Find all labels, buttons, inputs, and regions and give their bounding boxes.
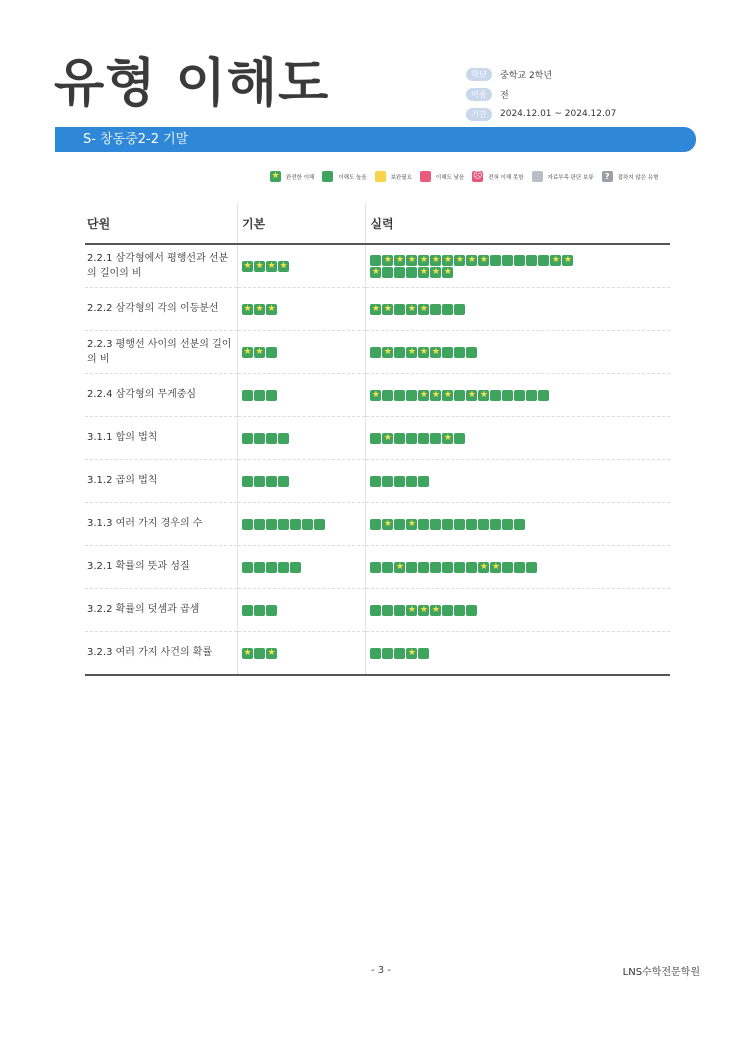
basic-boxes (242, 390, 365, 401)
full-understanding-box (490, 562, 501, 573)
full-understanding-box (418, 267, 429, 278)
legend-label: 이해도 높음 (338, 174, 367, 181)
basic-boxes (242, 562, 365, 573)
high-understanding-box (442, 562, 453, 573)
high-understanding-box (454, 347, 465, 358)
full-understanding-box (442, 267, 453, 278)
high-understanding-box (442, 519, 453, 530)
high-understanding-box (254, 605, 265, 616)
full-understanding-box (466, 255, 477, 266)
high-understanding-box (394, 267, 405, 278)
high-understanding-box (370, 605, 381, 616)
table-row (85, 589, 670, 632)
exam-banner: S- 창동중2-2 기말 (55, 127, 696, 152)
high-understanding-box (278, 519, 289, 530)
basic-cell (238, 288, 366, 331)
legend (270, 171, 666, 182)
info-row-period (466, 104, 616, 124)
high-understanding-box (418, 519, 429, 530)
skill-boxes (370, 390, 574, 401)
high-understanding-box (454, 519, 465, 530)
academy-name: LNS수학전문학원 (622, 967, 700, 978)
page-number: - 3 - (371, 965, 391, 976)
skill-cell (366, 546, 670, 589)
full-understanding-box (266, 261, 277, 272)
full-understanding-box (418, 347, 429, 358)
full-understanding-box (370, 390, 381, 401)
full-understanding-box (406, 605, 417, 616)
high-understanding-box (266, 433, 277, 444)
high-understanding-box (370, 433, 381, 444)
legend-swatch (322, 171, 333, 182)
full-understanding-box (382, 255, 393, 266)
full-understanding-box (254, 304, 265, 315)
full-understanding-box (442, 255, 453, 266)
high-understanding-box (406, 267, 417, 278)
high-understanding-box (254, 648, 265, 659)
full-understanding-box (418, 390, 429, 401)
high-understanding-box (538, 255, 549, 266)
unit-name: 3.2.1 확률의 뜻과 성질 (85, 546, 238, 589)
high-understanding-box (430, 433, 441, 444)
high-understanding-box (394, 648, 405, 659)
skill-cell (366, 589, 670, 632)
info-key-period: 기간 (466, 108, 492, 121)
table-row (85, 546, 670, 589)
high-understanding-box (526, 562, 537, 573)
high-understanding-box (454, 605, 465, 616)
skill-boxes (370, 648, 574, 659)
unit-name: 3.2.3 여러 가지 사건의 확률 (85, 632, 238, 676)
legend-item (375, 171, 412, 182)
star-icon (270, 171, 281, 182)
high-understanding-box (490, 519, 501, 530)
full-understanding-box (430, 390, 441, 401)
full-understanding-box (382, 433, 393, 444)
high-understanding-box (418, 648, 429, 659)
full-understanding-box (442, 433, 453, 444)
high-understanding-box (394, 476, 405, 487)
skill-cell (366, 632, 670, 676)
table-row (85, 374, 670, 417)
table-row (85, 460, 670, 503)
high-understanding-box (418, 433, 429, 444)
basic-cell (238, 632, 366, 676)
full-understanding-box (382, 347, 393, 358)
legend-label: 완전한 이해 (286, 174, 315, 181)
full-understanding-box (406, 519, 417, 530)
basic-boxes (242, 261, 365, 272)
basic-boxes (242, 648, 365, 659)
page-title: 유형 이해도 (54, 54, 330, 114)
full-understanding-box (266, 304, 277, 315)
high-understanding-box (266, 476, 277, 487)
skill-boxes (370, 433, 574, 444)
legend-item (532, 171, 594, 182)
high-understanding-box (266, 390, 277, 401)
full-understanding-box (370, 267, 381, 278)
high-understanding-box (242, 519, 253, 530)
basic-cell (238, 331, 366, 374)
unit-name: 2.2.2 삼각형의 각의 이등분선 (85, 288, 238, 331)
full-understanding-box (430, 255, 441, 266)
high-understanding-box (478, 519, 489, 530)
skill-boxes (370, 255, 574, 278)
header-unit: 단원 (85, 203, 238, 244)
full-understanding-box (418, 304, 429, 315)
basic-boxes (242, 347, 365, 358)
full-understanding-box (418, 605, 429, 616)
full-understanding-box (442, 390, 453, 401)
legend-item (472, 171, 523, 182)
high-understanding-box (382, 267, 393, 278)
info-row-name (466, 84, 616, 104)
skill-boxes (370, 605, 574, 616)
high-understanding-box (406, 433, 417, 444)
full-understanding-box (394, 255, 405, 266)
high-understanding-box (394, 605, 405, 616)
skill-cell (366, 374, 670, 417)
high-understanding-box (406, 562, 417, 573)
high-understanding-box (242, 605, 253, 616)
basic-cell (238, 374, 366, 417)
legend-swatch (532, 171, 543, 182)
basic-cell (238, 460, 366, 503)
legend-label: 자료부족 판단 보류 (547, 174, 594, 181)
high-understanding-box (490, 390, 501, 401)
basic-boxes (242, 519, 365, 530)
high-understanding-box (442, 304, 453, 315)
full-understanding-box (478, 562, 489, 573)
high-understanding-box (382, 605, 393, 616)
high-understanding-box (502, 390, 513, 401)
full-understanding-box (406, 255, 417, 266)
high-understanding-box (278, 562, 289, 573)
high-understanding-box (290, 562, 301, 573)
info-key-grade: 학년 (466, 68, 492, 81)
full-understanding-box (242, 261, 253, 272)
unit-name: 3.2.2 확률의 덧셈과 곱셈 (85, 589, 238, 632)
unit-name: 3.1.1 합의 법칙 (85, 417, 238, 460)
full-understanding-box (406, 648, 417, 659)
info-row-grade (466, 64, 616, 84)
high-understanding-box (394, 519, 405, 530)
full-understanding-box (242, 648, 253, 659)
legend-label: 접하지 않은 유형 (617, 174, 659, 181)
high-understanding-box (370, 648, 381, 659)
full-understanding-box (266, 648, 277, 659)
high-understanding-box (430, 562, 441, 573)
header-skill: 실력 (366, 203, 670, 244)
skill-cell (366, 417, 670, 460)
table-row (85, 503, 670, 546)
basic-cell (238, 503, 366, 546)
high-understanding-box (382, 562, 393, 573)
high-understanding-box (370, 255, 381, 266)
skill-boxes (370, 304, 574, 315)
high-understanding-box (266, 605, 277, 616)
skill-cell (366, 460, 670, 503)
skill-cell (366, 503, 670, 546)
high-understanding-box (242, 390, 253, 401)
high-understanding-box (370, 519, 381, 530)
high-understanding-box (430, 519, 441, 530)
high-understanding-box (466, 605, 477, 616)
basic-boxes (242, 304, 365, 315)
skill-boxes (370, 476, 574, 487)
table-row (85, 244, 670, 288)
full-understanding-box (382, 304, 393, 315)
sad-face-icon (472, 171, 483, 182)
full-understanding-box (370, 304, 381, 315)
legend-swatch (375, 171, 386, 182)
high-understanding-box (370, 347, 381, 358)
full-understanding-box (406, 347, 417, 358)
full-understanding-box (394, 562, 405, 573)
high-understanding-box (502, 255, 513, 266)
high-understanding-box (254, 519, 265, 530)
skill-cell (366, 331, 670, 374)
table-row (85, 632, 670, 676)
basic-cell (238, 589, 366, 632)
basic-boxes (242, 433, 365, 444)
high-understanding-box (454, 433, 465, 444)
full-understanding-box (242, 304, 253, 315)
high-understanding-box (242, 476, 253, 487)
header-basic: 기본 (238, 203, 366, 244)
high-understanding-box (502, 562, 513, 573)
high-understanding-box (442, 605, 453, 616)
basic-cell (238, 417, 366, 460)
table-row (85, 331, 670, 374)
high-understanding-box (454, 390, 465, 401)
high-understanding-box (254, 562, 265, 573)
unit-name: 3.1.2 곱의 법칙 (85, 460, 238, 503)
high-understanding-box (302, 519, 313, 530)
full-understanding-box (430, 347, 441, 358)
full-understanding-box (430, 267, 441, 278)
unit-name: 3.1.3 여러 가지 경우의 수 (85, 503, 238, 546)
question-icon (602, 171, 613, 182)
skill-cell (366, 288, 670, 331)
high-understanding-box (266, 519, 277, 530)
high-understanding-box (526, 390, 537, 401)
high-understanding-box (266, 347, 277, 358)
legend-item (420, 171, 464, 182)
unit-name: 2.2.3 평행선 사이의 선분의 길이의 비 (85, 331, 238, 374)
full-understanding-box (550, 255, 561, 266)
legend-label: 이해도 낮음 (435, 174, 465, 181)
full-understanding-box (478, 390, 489, 401)
info-key-name: 이름 (466, 88, 492, 101)
full-understanding-box (382, 519, 393, 530)
high-understanding-box (370, 476, 381, 487)
high-understanding-box (382, 648, 393, 659)
high-understanding-box (466, 519, 477, 530)
high-understanding-box (254, 476, 265, 487)
high-understanding-box (442, 347, 453, 358)
high-understanding-box (490, 255, 501, 266)
high-understanding-box (502, 519, 513, 530)
high-understanding-box (254, 433, 265, 444)
legend-item (602, 171, 659, 182)
high-understanding-box (254, 390, 265, 401)
student-info (466, 64, 616, 124)
high-understanding-box (266, 562, 277, 573)
high-understanding-box (242, 562, 253, 573)
high-understanding-box (394, 390, 405, 401)
info-value-grade: 중학교 2학년 (500, 70, 553, 81)
high-understanding-box (514, 519, 525, 530)
high-understanding-box (370, 562, 381, 573)
high-understanding-box (466, 347, 477, 358)
high-understanding-box (406, 476, 417, 487)
unit-name: 2.2.4 삼각형의 무게중심 (85, 374, 238, 417)
full-understanding-box (254, 347, 265, 358)
info-value-period: 2024.12.01 ~ 2024.12.07 (500, 109, 617, 119)
skill-boxes (370, 562, 574, 573)
high-understanding-box (382, 476, 393, 487)
high-understanding-box (278, 476, 289, 487)
high-understanding-box (382, 390, 393, 401)
high-understanding-box (406, 390, 417, 401)
high-understanding-box (514, 255, 525, 266)
full-understanding-box (562, 255, 573, 266)
full-understanding-box (478, 255, 489, 266)
high-understanding-box (538, 390, 549, 401)
high-understanding-box (514, 562, 525, 573)
legend-label: 보완필요 (390, 174, 412, 181)
high-understanding-box (454, 304, 465, 315)
high-understanding-box (514, 390, 525, 401)
high-understanding-box (454, 562, 465, 573)
table-row (85, 417, 670, 460)
legend-swatch (420, 171, 431, 182)
legend-label: 전혀 이해 못함 (488, 174, 524, 181)
full-understanding-box (406, 304, 417, 315)
skill-boxes (370, 519, 574, 530)
skill-cell (366, 244, 670, 288)
high-understanding-box (526, 255, 537, 266)
legend-item (270, 171, 314, 182)
high-understanding-box (278, 433, 289, 444)
high-understanding-box (418, 476, 429, 487)
high-understanding-box (394, 347, 405, 358)
high-understanding-box (394, 304, 405, 315)
full-understanding-box (454, 255, 465, 266)
full-understanding-box (254, 261, 265, 272)
full-understanding-box (278, 261, 289, 272)
table-row (85, 288, 670, 331)
high-understanding-box (290, 519, 301, 530)
full-understanding-box (418, 255, 429, 266)
full-understanding-box (242, 347, 253, 358)
basic-cell (238, 244, 366, 288)
full-understanding-box (430, 605, 441, 616)
high-understanding-box (314, 519, 325, 530)
high-understanding-box (430, 304, 441, 315)
basic-boxes (242, 605, 365, 616)
unit-name: 2.2.1 삼각형에서 평행선과 선분의 길이의 비 (85, 244, 238, 288)
high-understanding-box (466, 562, 477, 573)
understanding-table (85, 203, 670, 676)
legend-item (322, 171, 366, 182)
info-value-name: 전 (500, 90, 509, 101)
basic-boxes (242, 476, 365, 487)
full-understanding-box (466, 390, 477, 401)
basic-cell (238, 546, 366, 589)
high-understanding-box (418, 562, 429, 573)
skill-boxes (370, 347, 574, 358)
high-understanding-box (394, 433, 405, 444)
table-header-row (85, 203, 670, 244)
high-understanding-box (242, 433, 253, 444)
